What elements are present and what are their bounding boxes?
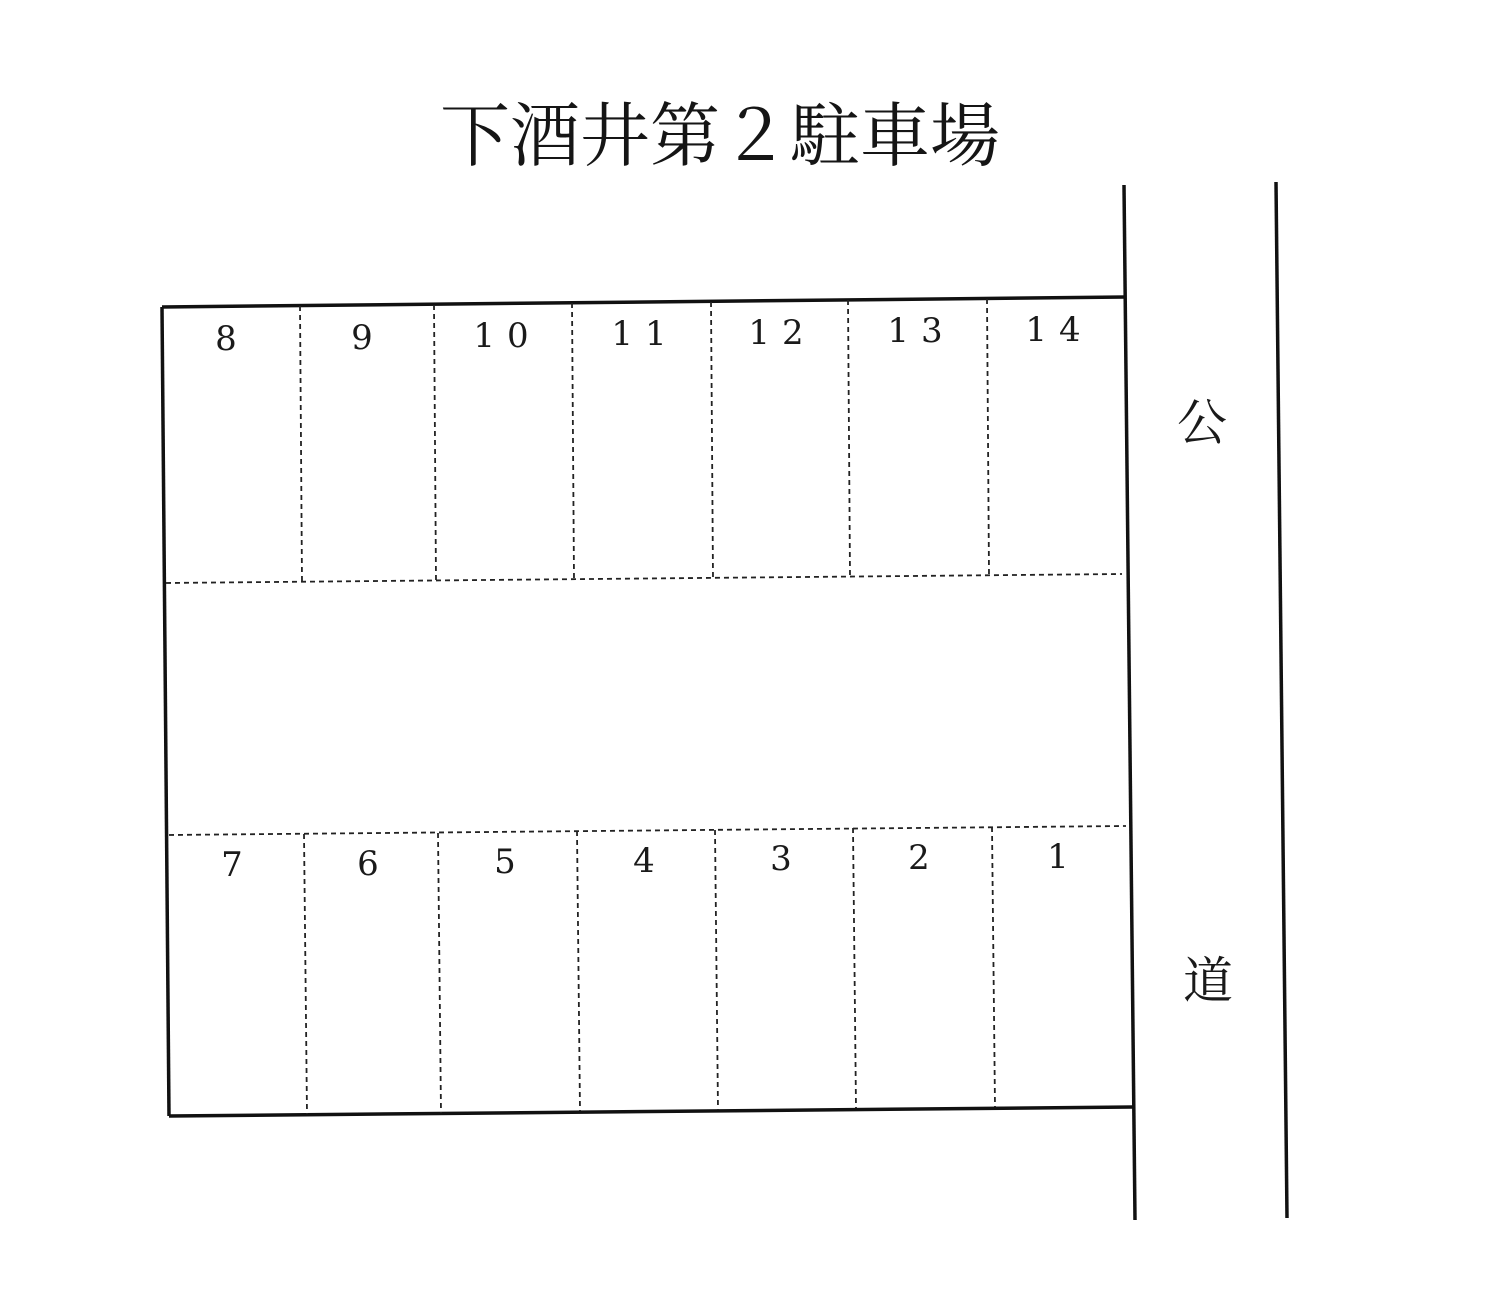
space-divider xyxy=(987,299,989,575)
space-divider xyxy=(711,302,713,578)
space-divider xyxy=(853,828,856,1108)
public-road xyxy=(1124,182,1287,1220)
bottom-row-spaces xyxy=(221,827,1081,1114)
road-label-top: 公 xyxy=(1177,394,1227,452)
aisle xyxy=(166,574,1126,835)
space-number-6: 6 xyxy=(357,844,391,884)
space-divider xyxy=(715,830,718,1110)
space-divider xyxy=(572,303,574,579)
road-left-edge xyxy=(1124,185,1135,1220)
bottom-row-boundary xyxy=(169,826,1126,835)
space-divider xyxy=(434,305,436,581)
road-label-bottom: 道 xyxy=(1183,952,1233,1010)
space-number-4: 4 xyxy=(633,841,667,881)
space-number-1: 1 xyxy=(1047,837,1081,877)
space-number-2: 2 xyxy=(908,838,942,878)
space-number-7: 7 xyxy=(221,845,255,885)
space-divider xyxy=(992,827,995,1107)
space-divider xyxy=(300,306,302,582)
space-number-11: 11 xyxy=(611,314,679,354)
road-right-edge xyxy=(1276,182,1287,1218)
lot-bottom-edge xyxy=(169,1107,1133,1116)
top-row-spaces xyxy=(215,299,1092,582)
lot-top-edge xyxy=(162,297,1126,307)
space-number-3: 3 xyxy=(770,839,804,879)
space-divider xyxy=(848,300,850,576)
space-number-8: 8 xyxy=(215,319,249,359)
top-row-boundary xyxy=(166,574,1122,583)
space-divider xyxy=(304,834,307,1114)
space-number-10: 10 xyxy=(473,316,541,356)
space-number-12: 12 xyxy=(748,313,816,353)
page-title: 下酒井第２駐車場 xyxy=(440,95,1000,177)
space-number-14: 14 xyxy=(1025,310,1093,350)
space-divider xyxy=(577,831,580,1111)
space-number-5: 5 xyxy=(494,842,528,882)
space-number-9: 9 xyxy=(351,318,385,358)
space-divider xyxy=(438,833,441,1113)
space-number-13: 13 xyxy=(887,311,955,351)
lot-left-edge xyxy=(162,307,169,1116)
